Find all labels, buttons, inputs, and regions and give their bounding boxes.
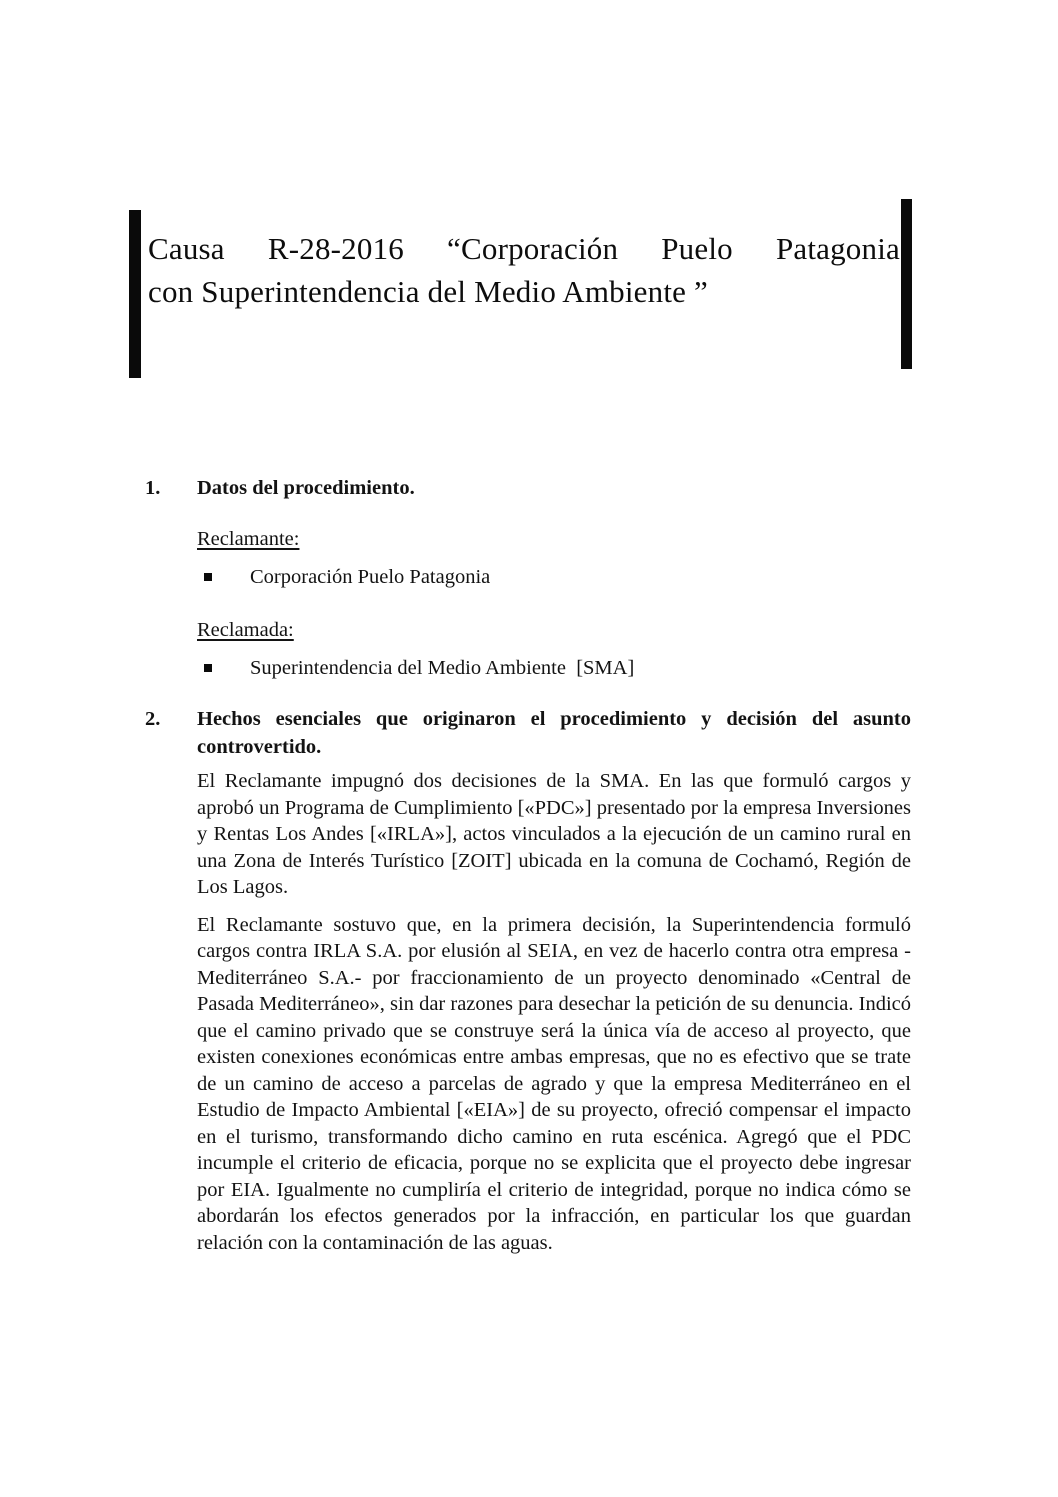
title-left-bar-decoration	[129, 210, 141, 378]
body-paragraph-1: El Reclamante impugnó dos decisiones de la SMA. En las que formuló cargos y aprobó un Programa de Cumplimiento [«PDC»] presentado por la empresa Inversiones y Rentas Los Andes [«IRLA»], actos vinculados a la ejecución de un camino rural en una Zona de Interés Turístico [ZOIT] ubicada en la comuna de Cochamó, Región de Los Lagos.	[197, 770, 911, 898]
party-item-reclamante	[197, 564, 911, 591]
section-datos-del-procedimiento	[145, 474, 911, 681]
case-title-line-1: Causa R-28-2016 “Corporación Puelo Patagonia	[148, 231, 900, 266]
party-role-reclamada: Reclamada:	[197, 619, 294, 641]
bullet-square-icon	[204, 573, 212, 581]
section-1-heading-row	[145, 474, 911, 502]
party-item-reclamada	[197, 655, 911, 682]
section-2-number: 2.	[145, 708, 161, 730]
section-2-heading: Hechos esenciales que originaron el procedimiento y decisión del asunto controvertido.	[197, 708, 911, 758]
section-1-number: 1.	[145, 477, 161, 499]
case-title	[148, 227, 900, 313]
party-role-reclamante: Reclamante:	[197, 528, 300, 550]
section-1-heading: Datos del procedimiento.	[197, 477, 415, 499]
party-name-reclamante: Corporación Puelo Patagonia	[250, 565, 491, 588]
bullet-square-icon	[204, 664, 212, 672]
section-1-body	[197, 526, 911, 681]
section-2-body	[197, 768, 911, 1256]
title-right-bar-decoration	[901, 199, 912, 369]
section-hechos-esenciales	[145, 705, 911, 1256]
party-name-reclamada: Superintendencia del Medio Ambiente [SMA]	[250, 656, 635, 679]
case-title-line-2: con Superintendencia del Medio Ambiente ”	[148, 274, 709, 309]
body-paragraph-2: El Reclamante sostuvo que, en la primera decisión, la Superintendencia formuló cargos contra IRLA S.A. por elusión al SEIA, en vez de hacerlo contra otra empresa -Mediterráneo S.A.- por fraccionamiento de un proyecto denominado «Central de Pasada Mediterráneo», sin dar razones para desechar la petición de su denuncia. Indicó que el camino privado que se construye será la única vía de acceso al proyecto, que existen conexiones económicas entre ambas empresas, que no es efectivo que se trate de un camino de acceso a parcelas de agrado y que la empresa Mediterráneo en el Estudio de Impacto Ambiental [«EIA»] de su proyecto, ofreció compensar el impacto en el turismo, transformando dicho camino en ruta escénica. Agregó que el PDC incumple el criterio de eficacia, porque no se explicita que el proyecto debe ingresar por EIA. Igualmente no cumpliría el criterio de integridad, porque no indica cómo se abordarán los efectos generados por la infracción, en particular los que guardan relación con la contaminación de las aguas.	[197, 913, 911, 1254]
section-2-heading-row	[145, 705, 911, 761]
